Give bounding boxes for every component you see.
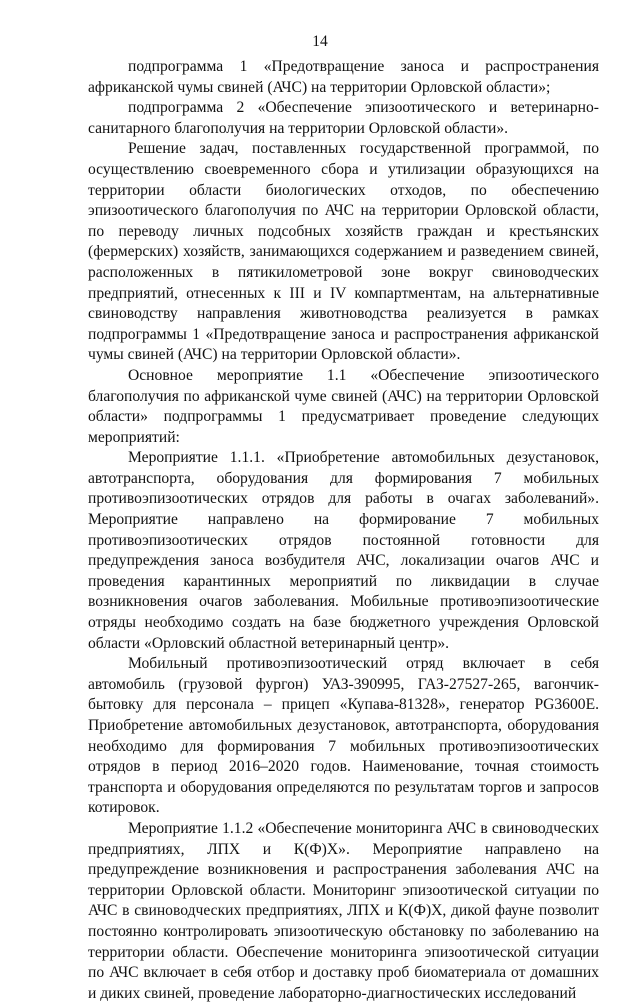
document-body	[88, 57, 599, 1004]
paragraph-subprogram-1: подпрограмма 1 «Предотвращение заноса и распространения африканской чумы свиней (АЧС) на территории Орловской области»;	[88, 58, 599, 96]
paragraph-tasks-solution: Решение задач, поставленных государственной программой, по осуществлению своевременного сбора и утилизации образующихся на территории области биологических отходов, по обеспечению эпизоотического благополучия по АЧС на территории Орловской области, по переводу личных подсобных хозяйств граждан и крестьянских (фермерских) хозяйств, занимающихся содержанием и разведением свиней, расположенных в пятикилометровой зоне вокруг свиноводческих предприятий, отнесенных к III и IV компартментам, на альтернативные свиноводству направления животноводства реализуется в рамках подпрограммы 1 «Предотвращение заноса и распространения африканской чумы свиней (АЧС) на территории Орловской области».	[88, 140, 599, 364]
paragraph-subprogram-2: подпрограмма 2 «Обеспечение эпизоотического и ветеринарно-санитарного благополучия на территории Орловской области».	[88, 99, 599, 137]
paragraph-activity-1-1-2: Мероприятие 1.1.2 «Обеспечение мониторинга АЧС в свиноводческих предприятиях, ЛПХ и К(Ф)Х». Мероприятие направлено на предупреждение возникновения и распространения заболевания АЧС на территории Орловской области. Мониторинг эпизоотической ситуации по АЧС в свиноводческих предприятиях, ЛПХ и К(Ф)Х, дикой фауне позволит постоянно контролировать эпизоотическую обстановку по заболеванию на территории области. Обеспечение мониторинга эпизоотической ситуации по АЧС включает в себя отбор и доставку проб биоматериала от домашних и диких свиней, проведение лабораторно-диагностических исследований	[88, 819, 599, 1002]
paragraph-mobile-unit: Мобильный противоэпизоотический отряд включает в себя автомобиль (грузовой фургон) УАЗ-390995, ГАЗ-27527-265, вагончик-бытовку для персонала – прицеп «Купава-81328», генератор PG3600E. Приобретение автомобильных дезустановок, автотранспорта, оборудования необходимо для формирования 7 мобильных противоэпизоотических отрядов в период 2016–2020 годов. Наименование, точная стоимость транспорта и оборудования определяются по результатам торгов и запросов котировок.	[88, 655, 599, 817]
paragraph-activity-1-1-1: Мероприятие 1.1.1. «Приобретение автомобильных дезустановок, автотранспорта, оборудования для формирования 7 мобильных противоэпизоотических отрядов для работы в очагах заболеваний». Мероприятие направлено на формирование 7 мобильных противоэпизоотических отрядов постоянной готовности для предупреждения заноса возбудителя АЧС, локализации очагов АЧС и проведения карантинных мероприятий по ликвидации в случае возникновения очагов заболевания. Мобильные противоэпизоотические отряды необходимо создать на базе бюджетного учреждения Орловской области «Орловский областной ветеринарный центр».	[88, 449, 599, 652]
paragraph-main-activity-1-1: Основное мероприятие 1.1 «Обеспечение эпизоотического благополучия по африканской чуме свиней (АЧС) на территории Орловской области» подпрограммы 1 предусматривает проведение следующих мероприятий:	[88, 366, 599, 446]
page-number: 14	[312, 33, 328, 50]
